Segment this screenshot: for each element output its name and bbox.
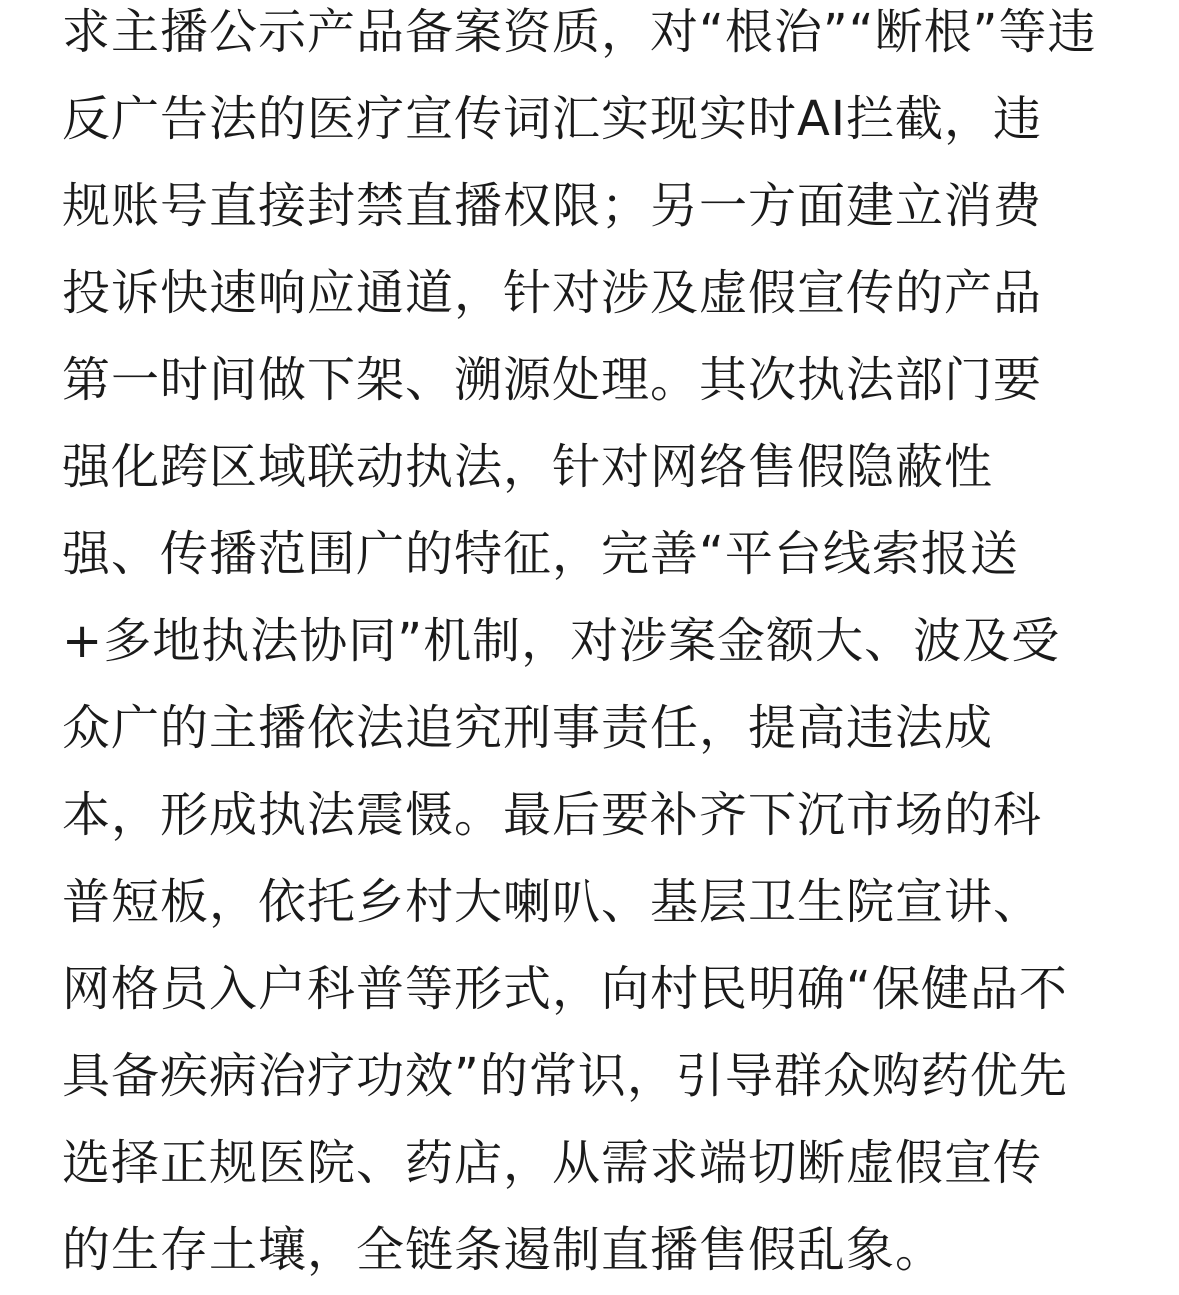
text-line-4: 投诉快速响应通道，针对涉及虚假宣传的产品 (62, 265, 1043, 321)
text-line-5: 第一时间做下架、溯源处理。其次执法部门要 (62, 352, 1043, 408)
text-line-12: 网格员入户科普等形式，向村民明确“保健品不 (62, 961, 1068, 1017)
text-line-9: 众广的主播依法追究刑事责任，提高违法成 (62, 700, 994, 756)
text-line-14: 选择正规医院、药店，从需求端切断虚假宣传 (62, 1135, 1043, 1191)
text-line-1: 求主播公示产品备案资质，对“根治”“断根”等违 (62, 4, 1097, 60)
text-line-6: 强化跨区域联动执法，针对网络售假隐蔽性 (62, 439, 994, 495)
text-line-7: 强、传播范围广的特征，完善“平台线索报送 (62, 526, 1019, 582)
text-line-2: 反广告法的医疗宣传词汇实现实时AI拦截，违 (62, 91, 1042, 147)
text-line-11: 普短板，依托乡村大喇叭、基层卫生院宣讲、 (62, 874, 1043, 930)
text-line-3: 规账号直接封禁直播权限；另一方面建立消费 (62, 178, 1043, 234)
text-line-15: 的生存土壤，全链条遏制直播售假乱象。 (62, 1222, 945, 1278)
text-line-10: 本，形成执法震慑。最后要补齐下沉市场的科 (62, 787, 1043, 843)
text-line-8: +多地执法协同”机制，对涉案金额大、波及受 (62, 613, 1061, 669)
text-line-13: 具备疾病治疗功效”的常识，引导群众购药优先 (62, 1048, 1068, 1104)
